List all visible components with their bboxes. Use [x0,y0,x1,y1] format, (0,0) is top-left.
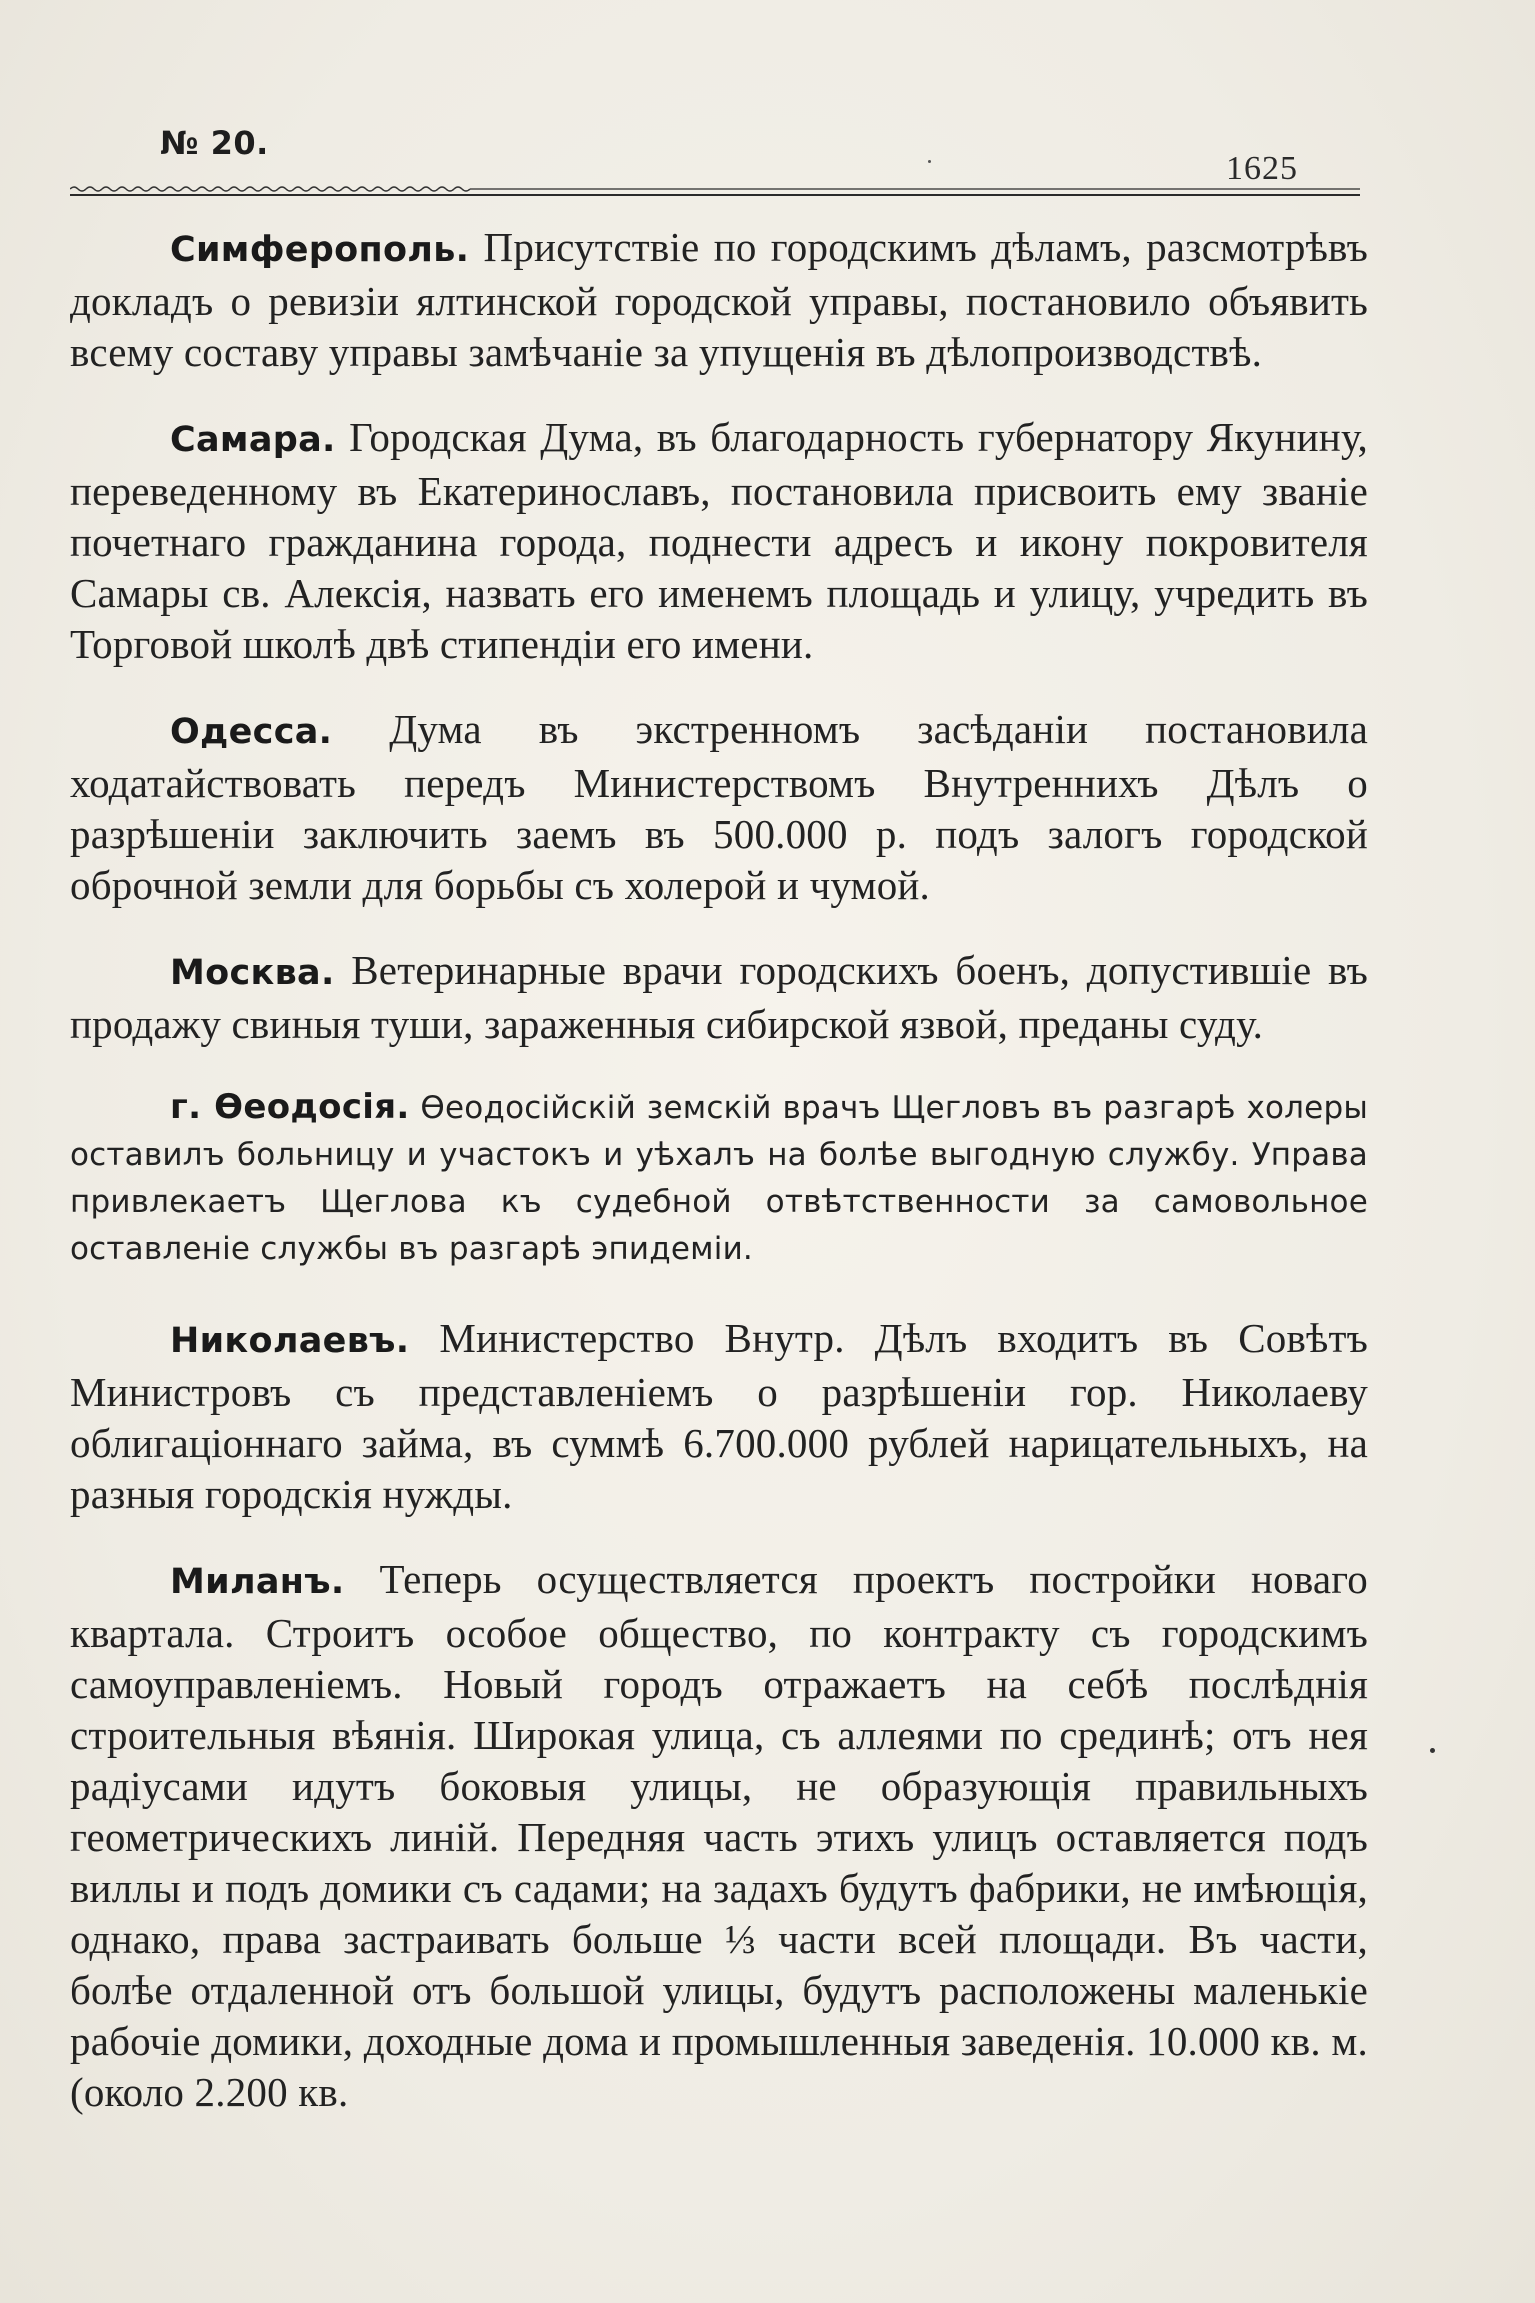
issue-number: № 20. [160,124,269,162]
news-entry-samara [70,412,1368,670]
entry-text: Теперь осуществляется проектъ постройки новаго квартала. Строитъ особое общество, по контракту съ городскимъ самоуправленіемъ. Новый городъ отражаетъ на себѣ послѣднія строительныя вѣянія. Широкая улица, съ аллеями по срединѣ; отъ нея радіусами идутъ боковыя улицы, не образующія правильныхъ геометрическихъ линій. Передняя часть этихъ улицъ оставляется подъ виллы и подъ домики съ садами; на задахъ будутъ фабрики, не имѣющія, однако, права застраивать больше ⅓ части всей площади. Въ части, болѣе отдаленной отъ большой улицы, будутъ расположены маленькіе рабочіе домики, доходные дома и промышленныя заведенія. 10.000 кв. м. (около 2.200 кв. [70,1556,1368,2115]
entry-place: Самара. [170,420,336,460]
print-speck [1430,1748,1435,1753]
entry-text: Ветеринарные врачи городскихъ боенъ, допустившіе въ продажу свиныя туши, зараженныя сибирской язвой, преданы суду. [70,947,1368,1047]
news-entry-nikolaev [70,1313,1368,1520]
entry-place: Симферополь. [170,230,470,270]
entry-text: Присутствіе по городскимъ дѣламъ, разсмотрѣвъ докладъ о ревизіи ялтинской городской управы, постановило объявить всему составу управы замѣчаніе за упущенія въ дѣлопроизводствѣ. [70,224,1368,375]
news-entry-milan [70,1554,1368,2118]
entry-place: Николаевъ. [170,1321,410,1361]
news-entry-moskva [70,945,1368,1050]
entry-text: Министерство Внутр. Дѣлъ входитъ въ Совѣтъ Министровъ съ представленіемъ о разрѣшеніи гор. Николаеву облигаціоннаго займа, въ суммѣ 6.700.000 рублей нарицательныхъ, на разныя городскія нужды. [70,1315,1368,1517]
text-column [70,222,1368,2152]
news-entry-simferopol [70,222,1368,378]
header-ornament-rule [70,184,1360,198]
entry-text: Городская Дума, въ благодарность губернатору Якунину, переведенному въ Екатеринославъ, постановила присвоить ему званіе почетнаго гражданина города, поднести адресъ и икону покровителя Самары св. Алексія, назвать его именемъ площадь и улицу, учредить въ Торговой школѣ двѣ стипендіи его имени. [70,414,1368,667]
entry-place: Миланъ. [170,1562,345,1602]
page-number: 1625 [1226,150,1298,187]
entry-text: Дума въ экстренномъ засѣданіи постановила ходатайствовать передъ Министерствомъ Внутреннихъ Дѣлъ о разрѣшеніи заключить заемъ въ 500.000 р. подъ залогъ городской оброчной земли для борьбы съ холерой и чумой. [70,706,1368,908]
entry-place: Одесса. [170,712,333,752]
entry-place: Москва. [170,953,335,993]
entry-text: Ѳеодосійскій земскій врачъ Щегловъ въ разгарѣ холеры оставилъ больницу и участокъ и уѣхалъ на болѣе выгодную службу. Управа привлекаетъ Щеглова къ судебной отвѣтственности за самовольное оставленіе службы въ разгарѣ эпидеміи. [70,1090,1368,1267]
news-entry-feodosia [70,1084,1368,1273]
print-speck [928,160,931,163]
news-entry-odessa [70,704,1368,911]
entry-place: г. Ѳеодосія. [170,1087,410,1127]
